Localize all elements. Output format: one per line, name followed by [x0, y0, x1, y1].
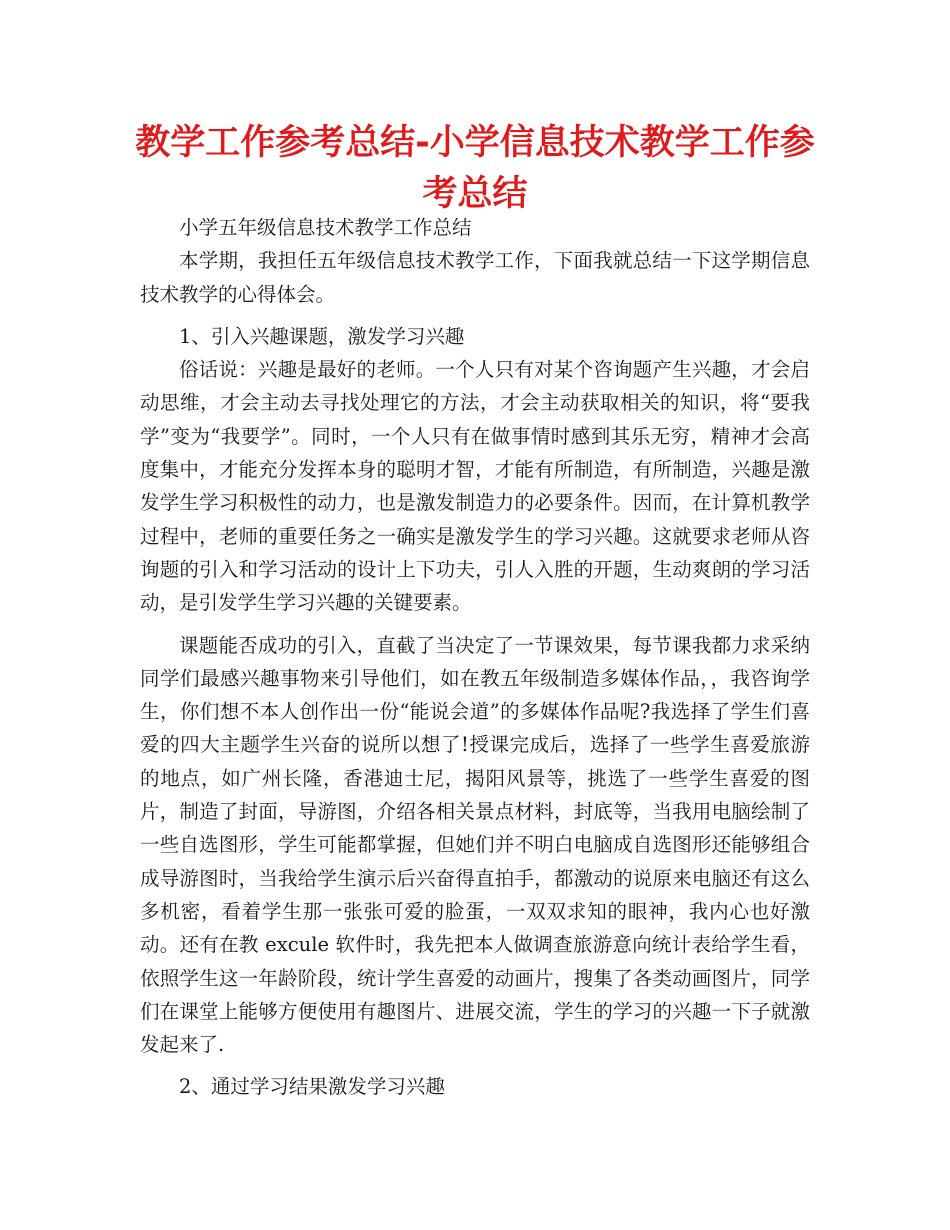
paragraph-subtitle: 小学五年级信息技术教学工作总结 — [179, 216, 472, 239]
paragraph-intro: 本学期，我担任五年级信息技术教学工作，下面我就总结一下这学期信息技术教学的心得体会。 — [140, 249, 810, 306]
section-heading-1: 1、引入兴趣课题，激发学习兴趣 — [179, 324, 465, 348]
section-heading-2: 2、通过学习结果激发学习兴趣 — [179, 1075, 445, 1099]
document-title: 教学工作参考总结-小学信息技术教学工作参考总结 — [135, 123, 815, 214]
document-body — [140, 211, 810, 1104]
paragraph-lesson-intro: 课题能否成功的引入，直截了当决定了一节课效果，每节课我都力求采纳同学们最感兴趣事物来引导他们，如在教五年级制造多媒体作品，，我咨询学生，你们想不本人创作出一份“能说会道”的多媒体作品呢?我选择了学生们喜爱的四大主题学生兴奋的说所以想了!授课完成后，选择了一些学生喜爱旅游的地点，如广州长隆，香港迪士尼，揭阳风景等，挑选了一些学生喜爱的图片，制造了封面，导游图，介绍各相关景点材料，封底等，当我用电脑绘制了一些自选图形，学生可能都掌握，但她们并不明白电脑成自选图形还能够组合成导游图时，当我给学生演示后兴奋得直拍手，都激动的说原来电脑还有这么多机密，看着学生那一张张可爱的脸蛋，一双双求知的眼神，我内心也好激动。还有在教 excule 软件时，我先把本人做调查旅游意向统计表给学生看，依照学生这一年龄阶段，统计学生喜爱的动画片，搜集了各类动画图片，同学们在课堂上能够方便使用有趣图片、进展交流，学生的学习的兴趣一下子就激发起来了. — [140, 633, 810, 1057]
paragraph-interest: 俗话说：兴趣是最好的老师。一个人只有对某个咨询题产生兴趣，才会启动思维，才会主动去寻找处理它的方法，才会主动获取相关的知识，将“要我学”变为“我要学”。同时，一个人只有在做事情时感到其乐无穷，精神才会高度集中，才能充分发挥本身的聪明才智，才能有所制造，有所制造，兴趣是激发学生学习积极性的动力，也是激发制造力的必要条件。因而，在计算机教学过程中，老师的重要任务之一确实是激发学生的学习兴趣。这就要求老师从咨询题的引入和学习活动的设计上下功夫，引人入胜的开题，生动爽朗的学习活动，是引发学生学习兴趣的关键要素。 — [140, 358, 810, 615]
